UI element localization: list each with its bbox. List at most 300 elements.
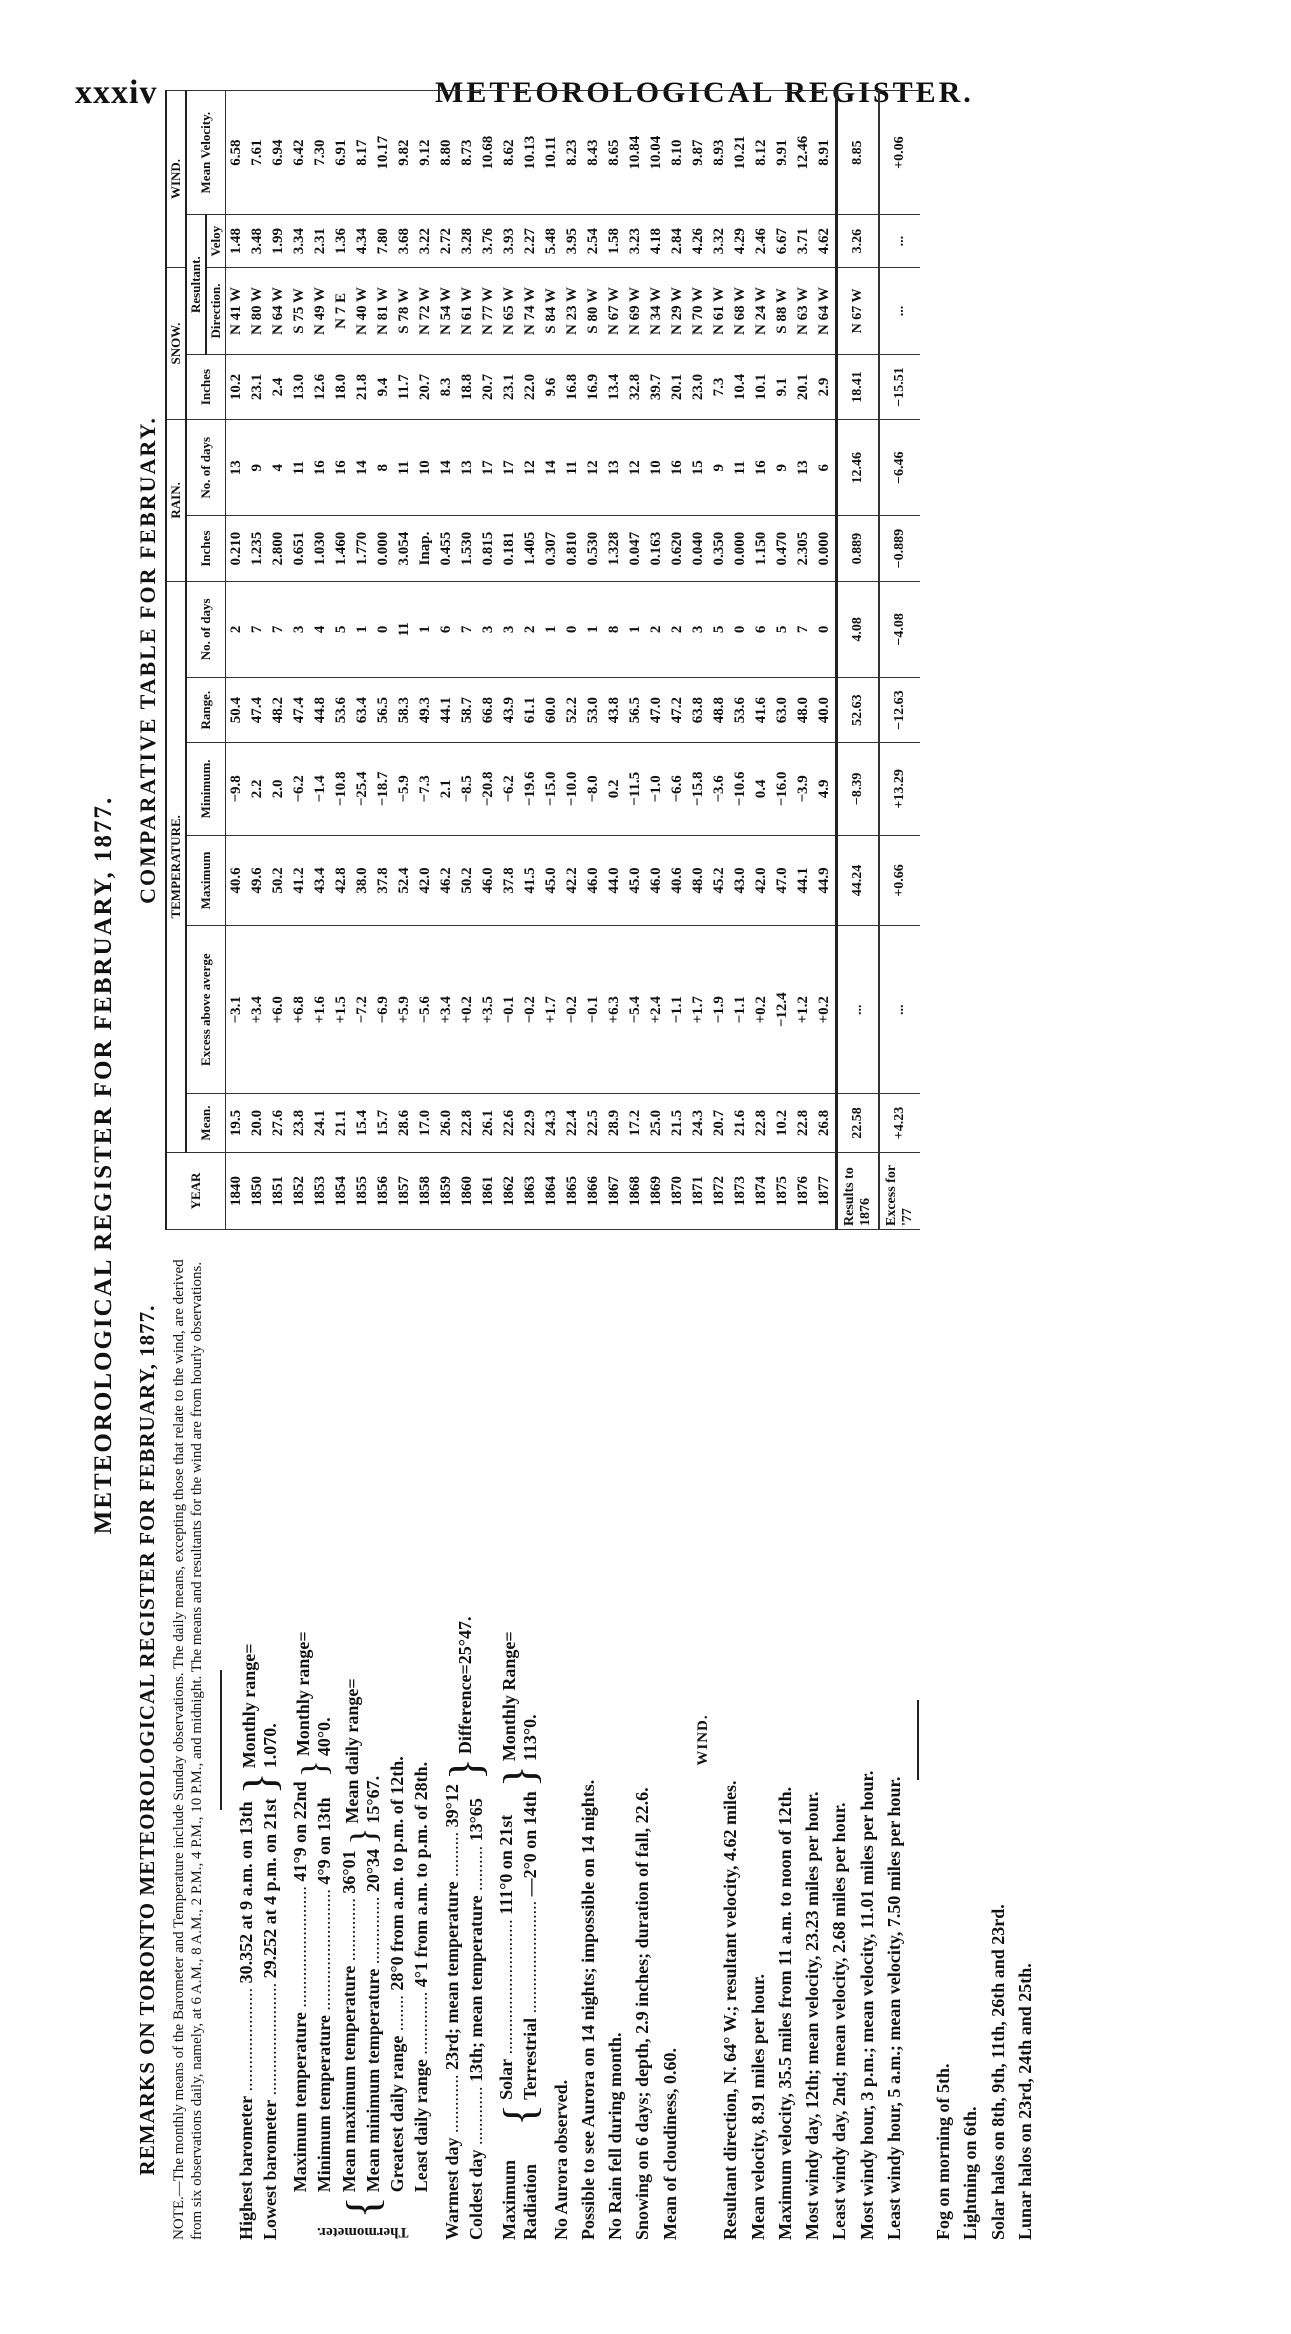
table-cell: 47.0 <box>646 678 667 743</box>
table-cell: 17.0 <box>415 1094 436 1153</box>
table-cell: 7.3 <box>709 354 730 419</box>
col-rain-inches: Inches <box>186 516 226 581</box>
table-cell: +6.8 <box>289 926 310 1094</box>
table-cell: −6.2 <box>499 743 520 835</box>
table-cell: −1.1 <box>667 926 688 1094</box>
col-maximum: Maximum <box>186 835 226 926</box>
table-cell: 4.62 <box>814 215 837 268</box>
table-cell: −0.889 <box>879 516 920 581</box>
table-cell: 5 <box>772 581 793 677</box>
table-cell: 3 <box>688 581 709 677</box>
table-cell: 1.58 <box>604 215 625 268</box>
table-cell: 16.9 <box>583 354 604 419</box>
table-cell: 56.5 <box>373 678 394 743</box>
table-cell: 1.030 <box>310 516 331 581</box>
table-cell: N 41 W <box>226 268 248 355</box>
table-cell: 21.6 <box>730 1094 751 1153</box>
table-cell: 53.6 <box>730 678 751 743</box>
radiation-label: Maximum Radiation <box>499 2160 541 2240</box>
divider <box>917 1700 919 1780</box>
table-cell: −8.5 <box>457 743 478 835</box>
coldest-day-label: Coldest day <box>465 2149 486 2240</box>
table-cell: 23.0 <box>688 354 709 419</box>
warmest-day-temp: 39°12 <box>441 1784 462 1828</box>
table-row <box>268 91 289 1230</box>
table-cell: 26.8 <box>814 1094 837 1153</box>
table-cell: 44.1 <box>793 835 814 926</box>
table-cell: 1.405 <box>520 516 541 581</box>
table-cell: 14 <box>436 420 457 516</box>
table-row <box>331 91 352 1230</box>
table-cell: 0.455 <box>436 516 457 581</box>
table-cell: 11.7 <box>394 354 415 419</box>
table-cell: 48.0 <box>688 835 709 926</box>
results-row <box>837 91 880 1230</box>
table-cell: 0.651 <box>289 516 310 581</box>
table-cell: 10.1 <box>751 354 772 419</box>
table-cell: +3.5 <box>478 926 499 1094</box>
table-cell: 10.68 <box>478 91 499 215</box>
table-cell: 58.3 <box>394 678 415 743</box>
group-temperature: TEMPERATURE. <box>166 581 186 1152</box>
table-cell: 0.000 <box>814 516 837 581</box>
table-cell: 43.8 <box>604 678 625 743</box>
table-cell: 1 <box>541 581 562 677</box>
wind-line: Maximum velocity, 35.5 miles from 11 a.m. to noon of 12th. <box>774 1786 795 2240</box>
table-cell: +6.0 <box>268 926 289 1094</box>
table-cell: 8.62 <box>499 91 520 215</box>
table-cell: 8 <box>373 420 394 516</box>
table-row <box>541 91 562 1230</box>
brace: } <box>439 1758 491 1781</box>
table-cell: 4.29 <box>730 215 751 268</box>
table-cell: +1.6 <box>310 926 331 1094</box>
table-cell: 63.4 <box>352 678 373 743</box>
table-cell: −16.0 <box>772 743 793 835</box>
table-cell: N 34 W <box>646 268 667 355</box>
table-cell: 46.2 <box>436 835 457 926</box>
col-direction: Direction. <box>206 268 226 355</box>
remarks-section <box>135 1240 1175 2240</box>
table-cell: N 67 W <box>837 268 880 355</box>
table-cell: 2.0 <box>268 743 289 835</box>
table-cell: −1.0 <box>646 743 667 835</box>
year-cell: 1876 <box>793 1153 814 1230</box>
table-cell: 10.04 <box>646 91 667 215</box>
table-cell: −4.08 <box>879 581 920 677</box>
wind-line: Mean velocity, 8.91 miles per hour. <box>747 1974 768 2240</box>
table-cell: 15.4 <box>352 1094 373 1153</box>
table-cell: N 68 W <box>730 268 751 355</box>
table-cell: 58.7 <box>457 678 478 743</box>
comparative-table-section <box>135 90 1175 1230</box>
warm-cold-block: Warmest day ............. 23rd; mean temperature .......... 39°12 Coldest day ............. 13th; mean temperature .......... 13°65 } Difference=25°47. <box>439 1616 491 2240</box>
year-cell: 1870 <box>667 1153 688 1230</box>
table-cell: 9.82 <box>394 91 415 215</box>
table-cell: 22.5 <box>583 1094 604 1153</box>
table-cell: 0.889 <box>837 516 880 581</box>
table-cell: +0.66 <box>879 835 920 926</box>
year-cell: 1852 <box>289 1153 310 1230</box>
least-daily-label: Least daily range <box>411 2059 432 2193</box>
table-cell: 22.8 <box>457 1094 478 1153</box>
table-cell: 3.68 <box>394 215 415 268</box>
comparative-table <box>165 90 920 1230</box>
table-cell: N 67 W <box>604 268 625 355</box>
table-cell: 3.34 <box>289 215 310 268</box>
thermometer-side-label: Thermometer. <box>317 2224 409 2240</box>
table-cell: 13 <box>793 420 814 516</box>
table-cell: 45.2 <box>709 835 730 926</box>
table-cell: N 64 W <box>814 268 837 355</box>
group-rain: RAIN. <box>166 420 186 582</box>
year-cell: 1866 <box>583 1153 604 1230</box>
table-cell: −3.1 <box>226 926 248 1094</box>
table-cell: 20.1 <box>793 354 814 419</box>
brace: } <box>294 1760 335 1778</box>
table-cell: 1.235 <box>247 516 268 581</box>
year-cell: 1853 <box>310 1153 331 1230</box>
table-cell: −10.0 <box>562 743 583 835</box>
year-cell: 1871 <box>688 1153 709 1230</box>
brace: { <box>494 2103 546 2126</box>
radiation-range-label: Monthly Range= <box>499 1631 520 1762</box>
table-cell: 3 <box>478 581 499 677</box>
table-cell: 2.4 <box>268 354 289 419</box>
table-cell: S 88 W <box>772 268 793 355</box>
table-cell: N 54 W <box>436 268 457 355</box>
table-cell: 10.13 <box>520 91 541 215</box>
table-cell: 1.328 <box>604 516 625 581</box>
table-cell: −0.2 <box>520 926 541 1094</box>
table-cell: N 65 W <box>499 268 520 355</box>
table-cell: +1.5 <box>331 926 352 1094</box>
table-cell: 2 <box>520 581 541 677</box>
table-row <box>604 91 625 1230</box>
year-cell: 1851 <box>268 1153 289 1230</box>
table-cell: 0.000 <box>373 516 394 581</box>
page-number: xxxiv <box>75 74 158 111</box>
results-label: Results to 1876 <box>837 1153 880 1230</box>
table-cell: 3.93 <box>499 215 520 268</box>
table-cell: −0.1 <box>499 926 520 1094</box>
col-snow-inches: Inches <box>186 354 226 419</box>
table-cell: 7.61 <box>247 91 268 215</box>
table-cell: +0.2 <box>814 926 837 1094</box>
table-cell: N 72 W <box>415 268 436 355</box>
table-cell: −15.8 <box>688 743 709 835</box>
mean-max-label: Mean maximum temperature <box>338 1965 359 2193</box>
greatest-daily-value: 28°0 from a.m. to p.m. of 12th. <box>387 1756 408 1991</box>
table-cell: 10.4 <box>730 354 751 419</box>
wind-line: Resultant direction, N. 64° W.; resultant velocity, 4.62 miles. <box>720 1780 741 2240</box>
table-cell: +0.2 <box>457 926 478 1094</box>
table-cell: N 40 W <box>352 268 373 355</box>
table-cell: 6.58 <box>226 91 248 215</box>
table-cell: 44.8 <box>310 678 331 743</box>
table-cell: 24.3 <box>541 1094 562 1153</box>
table-cell: 6 <box>814 420 837 516</box>
table-cell: +1.7 <box>541 926 562 1094</box>
table-cell: 45.0 <box>625 835 646 926</box>
table-cell: 3 <box>499 581 520 677</box>
barometer-range-value: 1.070. <box>260 1723 280 1769</box>
table-cell: 0.181 <box>499 516 520 581</box>
remarks-note: NOTE.—The monthly means of the Barometer and Temperature include Sunday observations. The daily means, excepting those that relate to the wind, are derived from six observations daily, namely, at 6 A.M., 8 A.M., 2 P.M., 4 P.M., 10 P.M., and midnight. The means and resultants for the wind are from hourly observations. <box>170 1259 205 2240</box>
table-cell: −25.4 <box>352 743 373 835</box>
table-row <box>814 91 837 1230</box>
table-cell: 9 <box>709 420 730 516</box>
table-cell: 14 <box>352 420 373 516</box>
temp-difference: Difference=25°47. <box>455 1616 476 1755</box>
table-cell: 1.770 <box>352 516 373 581</box>
table-cell: 2 <box>667 581 688 677</box>
table-cell: 0.000 <box>730 516 751 581</box>
table-cell: +1.7 <box>688 926 709 1094</box>
table-cell: 9.12 <box>415 91 436 215</box>
table-cell: 41.2 <box>289 835 310 926</box>
table-cell: 7 <box>793 581 814 677</box>
min-temp-label: Minimum temperature <box>314 2015 335 2193</box>
table-cell: 14 <box>541 420 562 516</box>
table-cell: 17 <box>499 420 520 516</box>
misc-line: Solar halos on 8th, 9th, 11th, 26th and 23rd. <box>987 1904 1008 2240</box>
table-cell: 47.0 <box>772 835 793 926</box>
table-cell: 0.620 <box>667 516 688 581</box>
table-cell: 40.6 <box>667 835 688 926</box>
table-cell: 56.5 <box>625 678 646 743</box>
year-cell: 1862 <box>499 1153 520 1230</box>
table-cell: −6.9 <box>373 926 394 1094</box>
table-cell: 0.163 <box>646 516 667 581</box>
table-cell: 12.46 <box>793 91 814 215</box>
table-cell: −1.4 <box>310 743 331 835</box>
table-cell: 48.8 <box>709 678 730 743</box>
table-cell: 1.150 <box>751 516 772 581</box>
table-cell: 0.307 <box>541 516 562 581</box>
table-cell: +1.2 <box>793 926 814 1094</box>
table-cell: 2.72 <box>436 215 457 268</box>
table-cell: 0 <box>373 581 394 677</box>
table-cell: 17.2 <box>625 1094 646 1153</box>
mean-min-label: Mean minimum temperature <box>362 1968 383 2193</box>
misc-line: Fog on morning of 5th. <box>933 2063 954 2240</box>
table-cell: 48.0 <box>793 678 814 743</box>
table-cell: 1 <box>352 581 373 677</box>
solar-value: 111°0 on 21st <box>496 1814 517 1915</box>
table-cell: 20.7 <box>415 354 436 419</box>
table-cell: −3.6 <box>709 743 730 835</box>
year-cell: 1856 <box>373 1153 394 1230</box>
table-cell: +2.4 <box>646 926 667 1094</box>
table-foot <box>837 91 921 1230</box>
table-cell: −11.5 <box>625 743 646 835</box>
table-cell: −8.0 <box>583 743 604 835</box>
table-row <box>415 91 436 1230</box>
year-cell: 1858 <box>415 1153 436 1230</box>
mean-daily-range-label: Mean daily range= <box>341 1678 362 1824</box>
table-cell: 43.0 <box>730 835 751 926</box>
table-cell: 0 <box>562 581 583 677</box>
table-cell: 0.047 <box>625 516 646 581</box>
table-cell: 4 <box>310 581 331 677</box>
table-cell: 13.4 <box>604 354 625 419</box>
table-cell: S 80 W <box>583 268 604 355</box>
rain-text: No Rain fell during month. <box>605 2032 626 2240</box>
table-cell: 10 <box>415 420 436 516</box>
table-cell: −19.6 <box>520 743 541 835</box>
table-cell: 0.530 <box>583 516 604 581</box>
running-title: METEOROLOGICAL REGISTER. <box>435 76 974 109</box>
table-cell: 0.210 <box>226 516 248 581</box>
table-row <box>709 91 730 1230</box>
table-cell: 1.99 <box>268 215 289 268</box>
table-cell: 5 <box>331 581 352 677</box>
col-mean-velocity: Mean Velocity. <box>186 91 226 215</box>
table-cell: 66.8 <box>478 678 499 743</box>
table-cell: 12.6 <box>310 354 331 419</box>
table-cell: 16 <box>667 420 688 516</box>
table-cell: 13.0 <box>289 354 310 419</box>
table-cell: 2.46 <box>751 215 772 268</box>
terrestrial-value: —2°0 on 14th <box>520 1791 541 1897</box>
table-row <box>520 91 541 1230</box>
table-cell: N 29 W <box>667 268 688 355</box>
table-cell: 3.28 <box>457 215 478 268</box>
table-cell: 32.8 <box>625 354 646 419</box>
year-cell: 1855 <box>352 1153 373 1230</box>
highest-barometer-label: Highest barometer <box>235 2095 256 2240</box>
highest-barometer-value: 30.352 at 9 a.m. on 13th <box>235 1801 256 1984</box>
table-cell: 9.1 <box>772 354 793 419</box>
table-row <box>478 91 499 1230</box>
table-cell: 8.10 <box>667 91 688 215</box>
table-cell: −1.1 <box>730 926 751 1094</box>
table-cell: 7 <box>457 581 478 677</box>
table-cell: 21.8 <box>352 354 373 419</box>
table-cell: 15.7 <box>373 1094 394 1153</box>
table-cell: N 69 W <box>625 268 646 355</box>
table-cell: 21.1 <box>331 1094 352 1153</box>
brace: { <box>336 2196 388 2219</box>
table-cell: 9.6 <box>541 354 562 419</box>
table-cell: 8.93 <box>709 91 730 215</box>
table-cell: 3.054 <box>394 516 415 581</box>
col-year: YEAR <box>166 1153 226 1230</box>
table-cell: 1.36 <box>331 215 352 268</box>
year-cell: 1869 <box>646 1153 667 1230</box>
table-cell: 9.87 <box>688 91 709 215</box>
table-cell: +0.2 <box>751 926 772 1094</box>
table-cell: 24.3 <box>688 1094 709 1153</box>
table-cell: −5.6 <box>415 926 436 1094</box>
table-cell: 8.17 <box>352 91 373 215</box>
table-cell: 47.2 <box>667 678 688 743</box>
table-cell: 44.0 <box>604 835 625 926</box>
table-cell: 49.6 <box>247 835 268 926</box>
table-cell: 0 <box>814 581 837 677</box>
table-cell: N 70 W <box>688 268 709 355</box>
table-cell: 2 <box>226 581 248 677</box>
table-cell: 22.0 <box>520 354 541 419</box>
table-cell: 60.0 <box>541 678 562 743</box>
table-cell: 1.530 <box>457 516 478 581</box>
table-cell: 41.6 <box>751 678 772 743</box>
table-cell: 25.0 <box>646 1094 667 1153</box>
table-cell: 48.2 <box>268 678 289 743</box>
least-daily-value: 4°1 from a.m. to p.m. of 28th. <box>411 1761 432 1988</box>
table-cell: −15.51 <box>879 354 920 419</box>
table-cell: N 80 W <box>247 268 268 355</box>
table-cell: 16 <box>310 420 331 516</box>
table-cell: 21.5 <box>667 1094 688 1153</box>
table-cell: 42.8 <box>331 835 352 926</box>
lowest-barometer-value: 29.252 at 4 p.m. on 21st <box>260 1798 280 1979</box>
year-cell: 1872 <box>709 1153 730 1230</box>
col-snow-days: No. of days <box>186 420 226 516</box>
table-cell: 4.9 <box>814 743 837 835</box>
table-cell: 9 <box>247 420 268 516</box>
table-cell: 10.11 <box>541 91 562 215</box>
table-cell: 12 <box>625 420 646 516</box>
table-cell: 8.80 <box>436 91 457 215</box>
greatest-daily-label: Greatest daily range <box>387 2035 408 2193</box>
table-cell: 0.2 <box>604 743 625 835</box>
lowest-barometer-label: Lowest barometer <box>260 2099 280 2240</box>
table-cell: 2.305 <box>793 516 814 581</box>
table-cell: 40.0 <box>814 678 837 743</box>
table-cell: 3.76 <box>478 215 499 268</box>
year-cell: 1864 <box>541 1153 562 1230</box>
table-row <box>373 91 394 1230</box>
table-cell: ... <box>879 926 920 1094</box>
excess-row <box>879 91 920 1230</box>
table-cell: N 23 W <box>562 268 583 355</box>
solar-label: Solar <box>496 2058 517 2100</box>
table-row <box>625 91 646 1230</box>
table-cell: N 63 W <box>793 268 814 355</box>
table-cell: 13 <box>226 420 248 516</box>
table-cell: 6.42 <box>289 91 310 215</box>
table-cell: 1.460 <box>331 516 352 581</box>
table-cell: 26.1 <box>478 1094 499 1153</box>
remarks-title: REMARKS ON TORONTO METEOROLOGICAL REGISTER FOR FEBRUARY, 1877. <box>135 1304 159 2176</box>
brace: } <box>342 1827 383 1845</box>
table-cell: 23.8 <box>289 1094 310 1153</box>
table-cell: 8.65 <box>604 91 625 215</box>
table-cell: 8 <box>604 581 625 677</box>
table-cell: −9.8 <box>226 743 248 835</box>
table-cell: 22.58 <box>837 1094 880 1153</box>
table-cell: −18.7 <box>373 743 394 835</box>
table-cell: 47.4 <box>289 678 310 743</box>
table-cell: 26.0 <box>436 1094 457 1153</box>
table-cell: 1 <box>583 581 604 677</box>
table-cell: S 75 W <box>289 268 310 355</box>
table-cell: N 64 W <box>268 268 289 355</box>
monthly-range-label: Monthly range= <box>293 1631 314 1757</box>
table-cell: S 84 W <box>541 268 562 355</box>
table-cell: 44.9 <box>814 835 837 926</box>
table-cell: 22.4 <box>562 1094 583 1153</box>
table-cell: 28.6 <box>394 1094 415 1153</box>
group-wind: WIND. <box>166 91 186 268</box>
rotated-page-content <box>90 90 1180 2240</box>
table-cell: 9 <box>772 420 793 516</box>
table-cell: 52.63 <box>837 678 880 743</box>
table-cell: 10.84 <box>625 91 646 215</box>
table-cell: −6.46 <box>879 420 920 516</box>
